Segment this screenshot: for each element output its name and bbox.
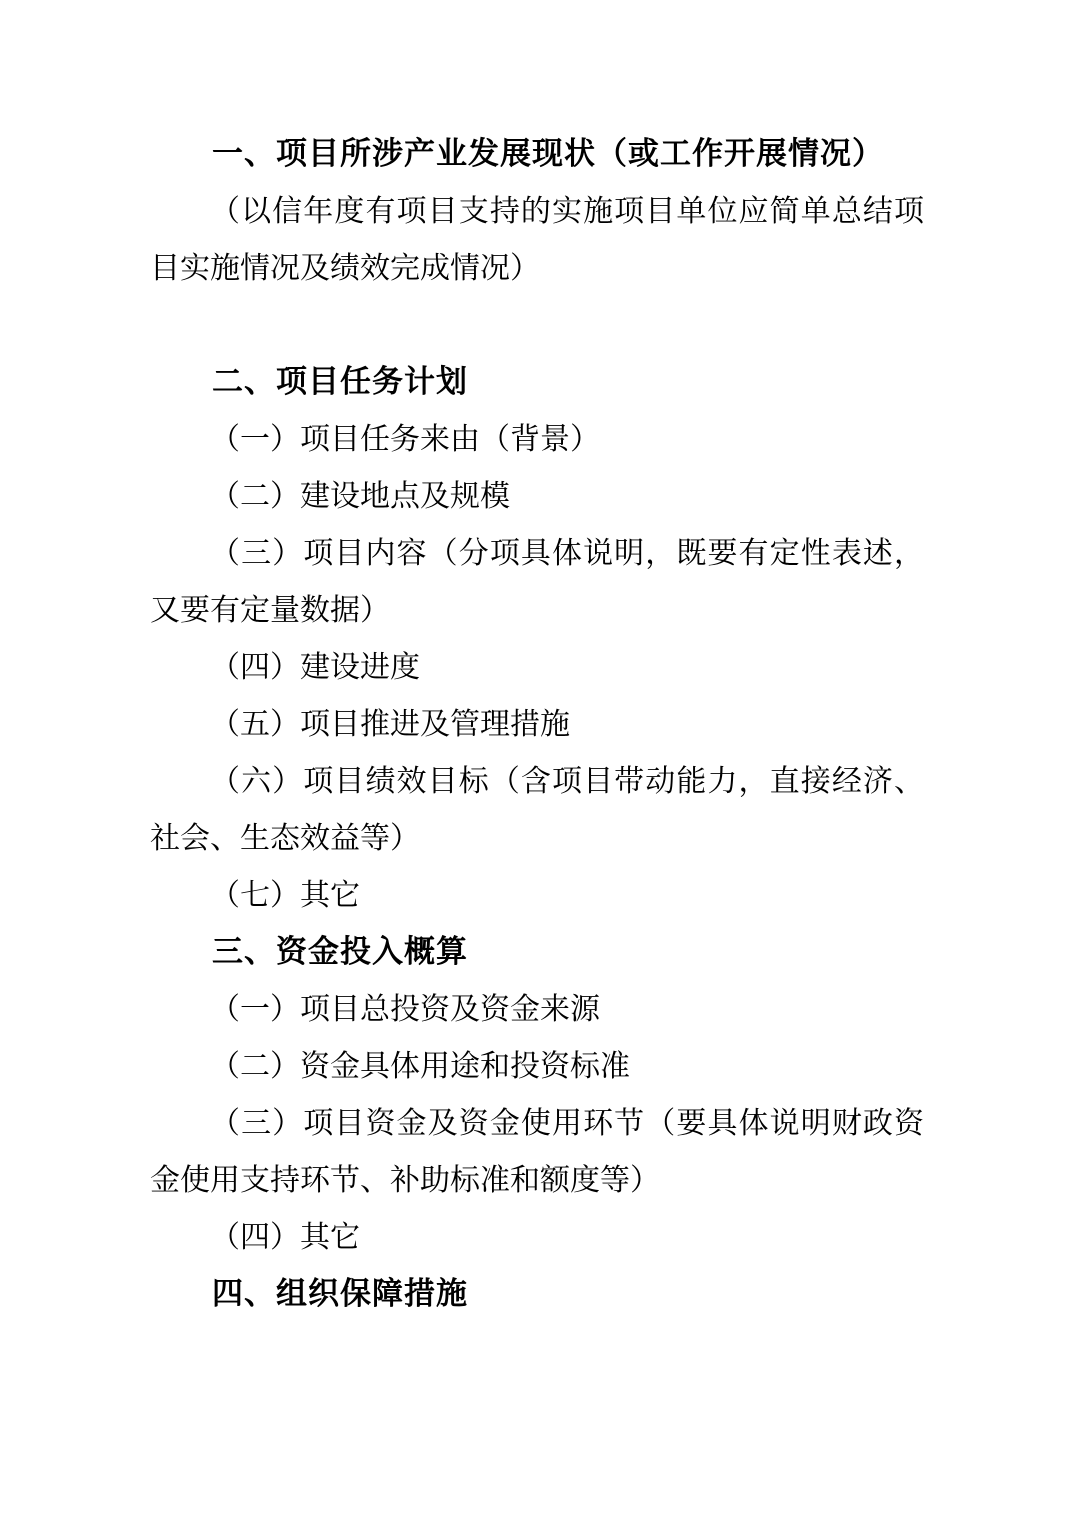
section-2-heading: 二、项目任务计划 xyxy=(212,364,468,400)
section-4-heading: 四、组织保障措施 xyxy=(212,1276,468,1312)
section-2-item-2: （二）建设地点及规模 xyxy=(210,480,510,513)
section-2-item-1: （一）项目任务来由（背景） xyxy=(210,423,600,456)
section-3-item-3: （三）项目资金及资金使用环节（要具体说明财政资金使用支持环节、补助标准和额度等） xyxy=(150,1107,924,1197)
section-2-item-6: （六）项目绩效目标（含项目带动能力，直接经济、社会、生态效益等） xyxy=(150,765,924,855)
section-3-item-1: （一）项目总投资及资金来源 xyxy=(210,993,600,1026)
section-2-item-5: （五）项目推进及管理措施 xyxy=(210,708,570,741)
blank-line xyxy=(150,297,924,354)
section-1-note-paragraph: （以信年度有项目支持的实施项目单位应简单总结项目实施情况及绩效完成情况） xyxy=(150,195,924,285)
section-2-item-7: （七）其它 xyxy=(210,879,360,912)
section-2-item-4: （四）建设进度 xyxy=(210,651,420,684)
section-3-item-4: （四）其它 xyxy=(210,1221,360,1254)
section-3-heading: 三、资金投入概算 xyxy=(212,934,468,970)
section-3-item-2: （二）资金具体用途和投资标准 xyxy=(210,1050,630,1083)
section-1-heading: 一、项目所涉产业发展现状（或工作开展情况） xyxy=(212,136,884,172)
section-2-item-3: （三）项目内容（分项具体说明，既要有定性表述，又要有定量数据） xyxy=(150,537,924,627)
